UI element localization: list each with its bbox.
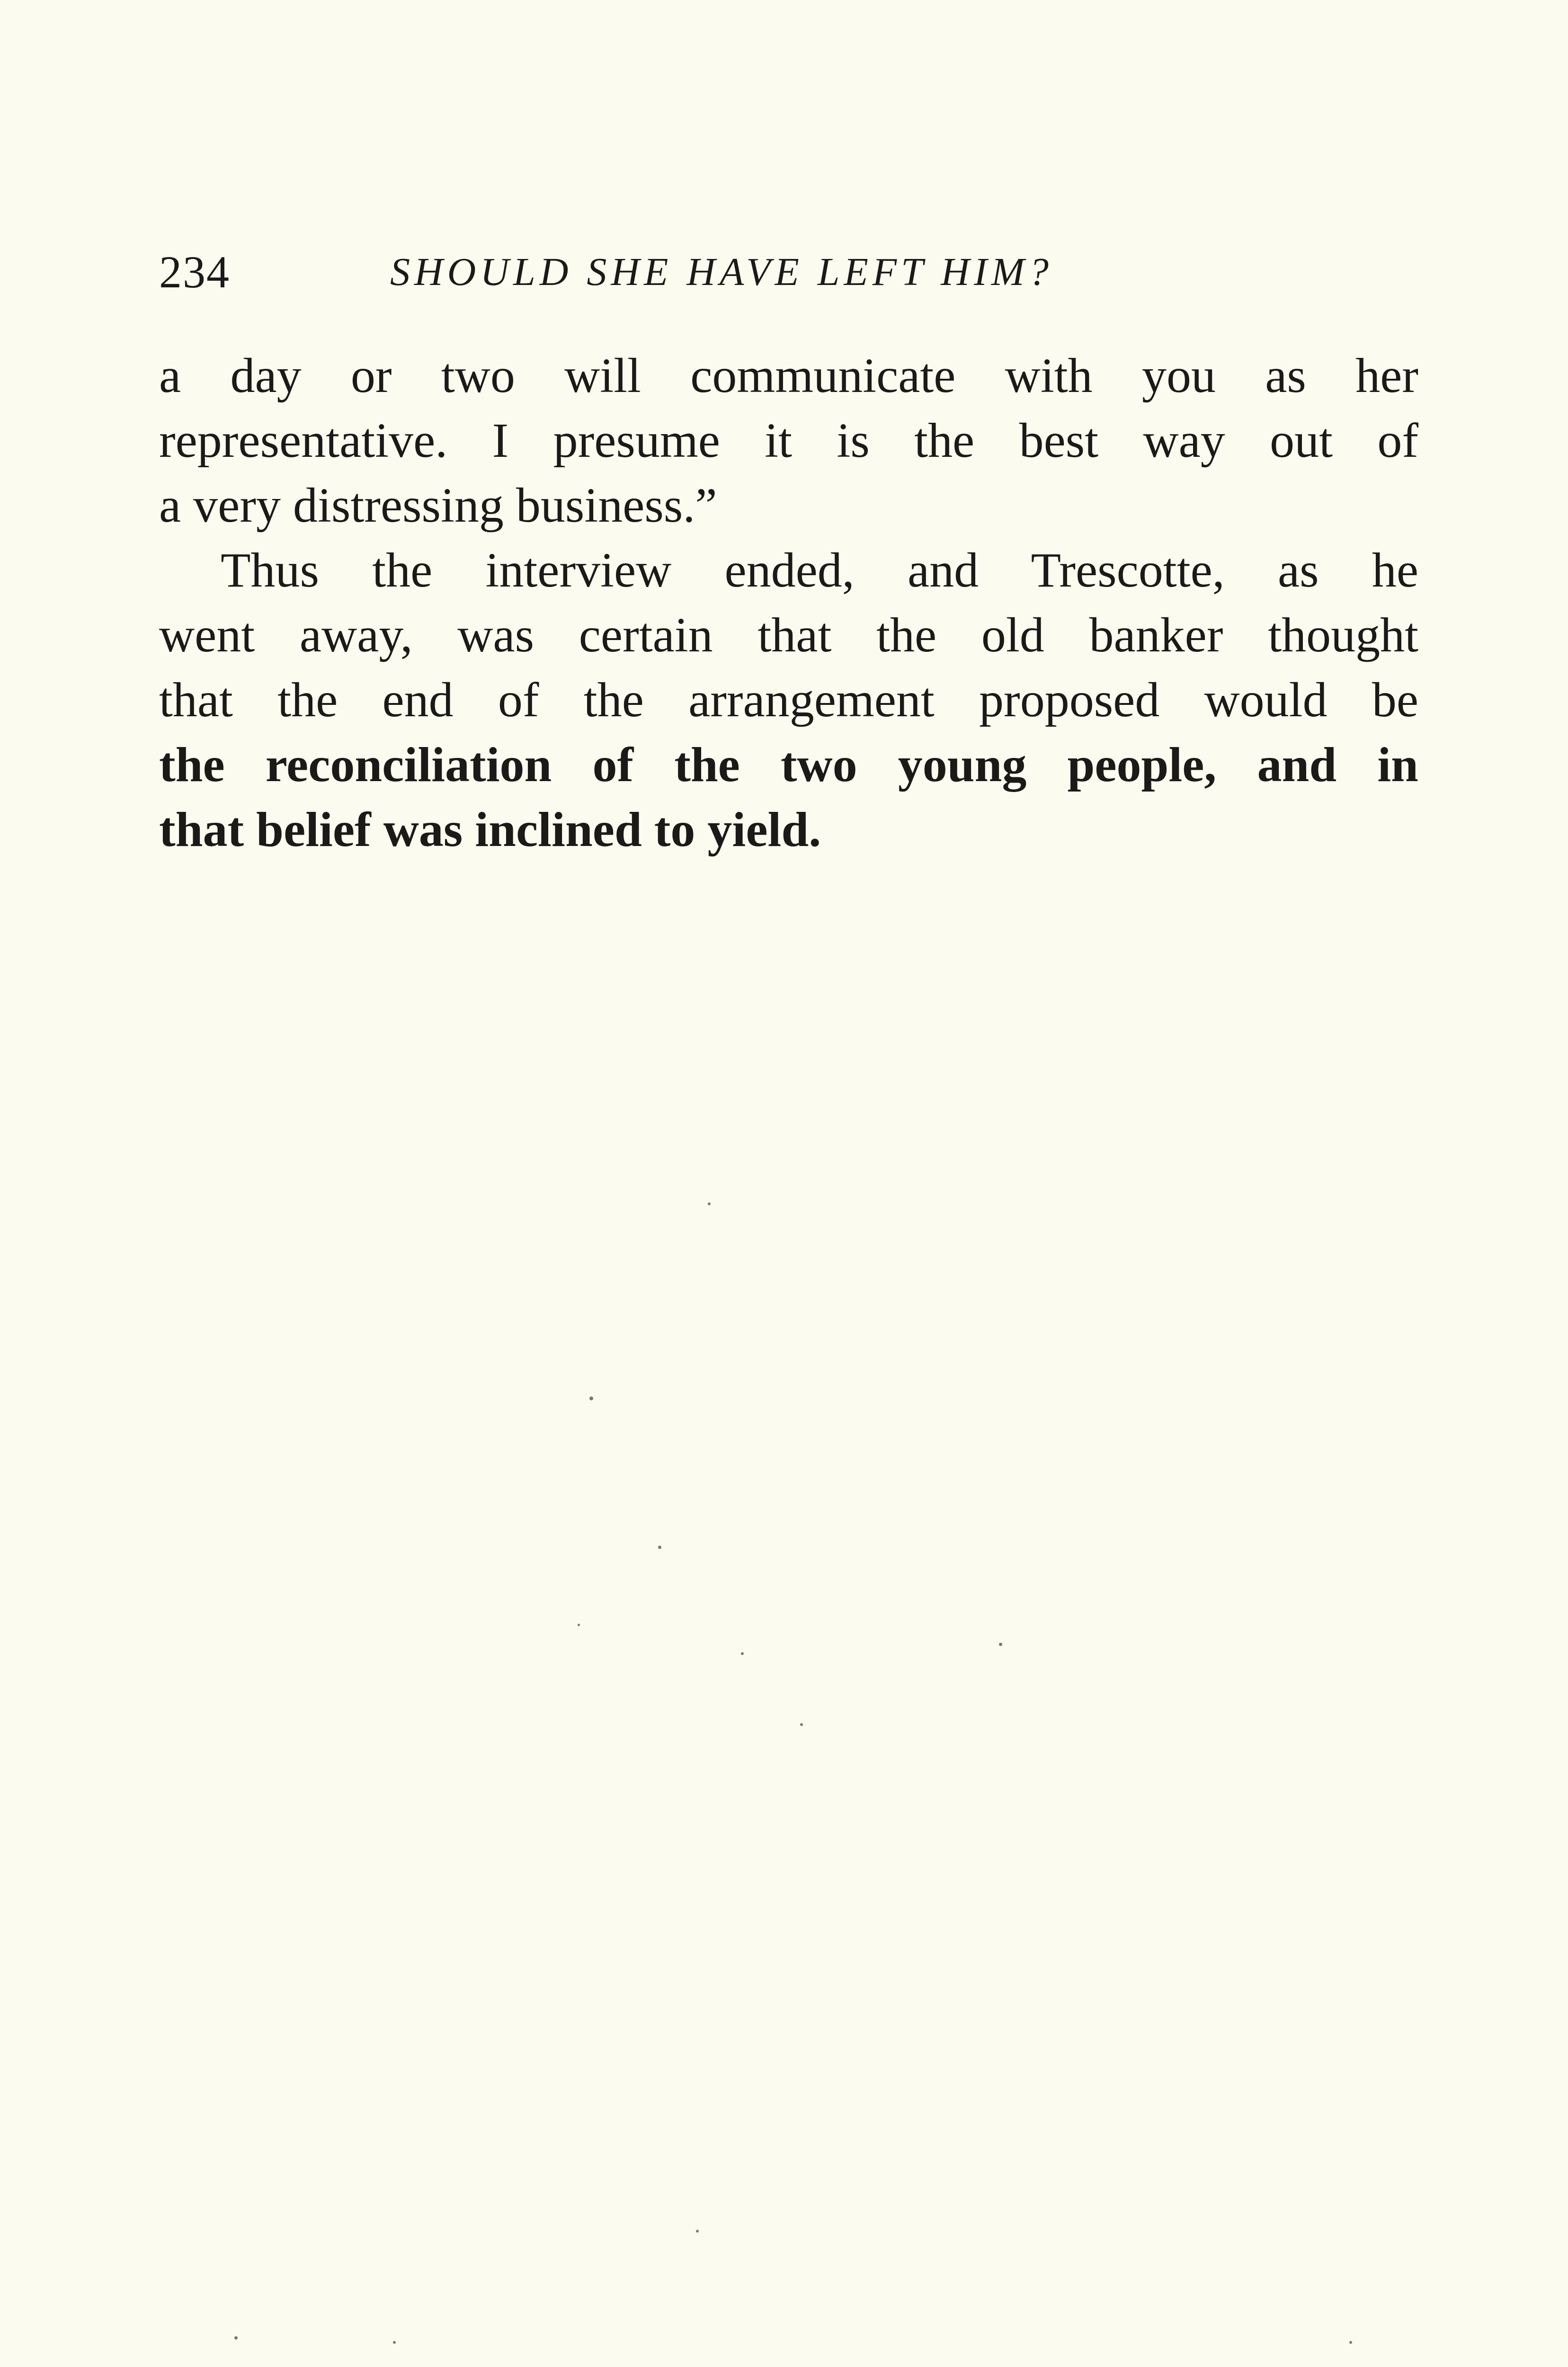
paper-speck: [800, 1723, 803, 1726]
paper-speck: [393, 2341, 396, 2344]
text-line-8: that belief was inclined to yield.: [159, 802, 821, 857]
text-line-1: a day or two will communicate with you as her: [159, 348, 1418, 403]
paper-speck: [234, 2336, 238, 2340]
paper-speck: [1349, 2341, 1352, 2344]
paper-speck: [999, 1643, 1002, 1646]
paper-speck: [589, 1397, 593, 1400]
text-line-7: the reconciliation of the two young people, and in: [159, 738, 1418, 792]
text-line-4: Thus the interview ended, and Trescotte, as he: [221, 543, 1418, 597]
paper-speck: [696, 2230, 699, 2233]
page-number: 234: [159, 247, 230, 297]
text-line-6: that the end of the arrangement proposed would be: [159, 673, 1418, 727]
text-line-5: went away, was certain that the old banker thought: [159, 608, 1418, 662]
text-line-3: a very distressing business.”: [159, 478, 717, 533]
text-line-2: representative. I presume it is the best way out of: [159, 413, 1418, 468]
running-head: [159, 239, 1333, 305]
paper-speck: [741, 1652, 744, 1655]
paper-speck: [658, 1546, 661, 1549]
running-title: SHOULD SHE HAVE LEFT HIM?: [390, 250, 1053, 294]
paper-speck: [578, 1624, 580, 1626]
body-text: [159, 343, 1418, 862]
paper-speck: [708, 1202, 711, 1205]
